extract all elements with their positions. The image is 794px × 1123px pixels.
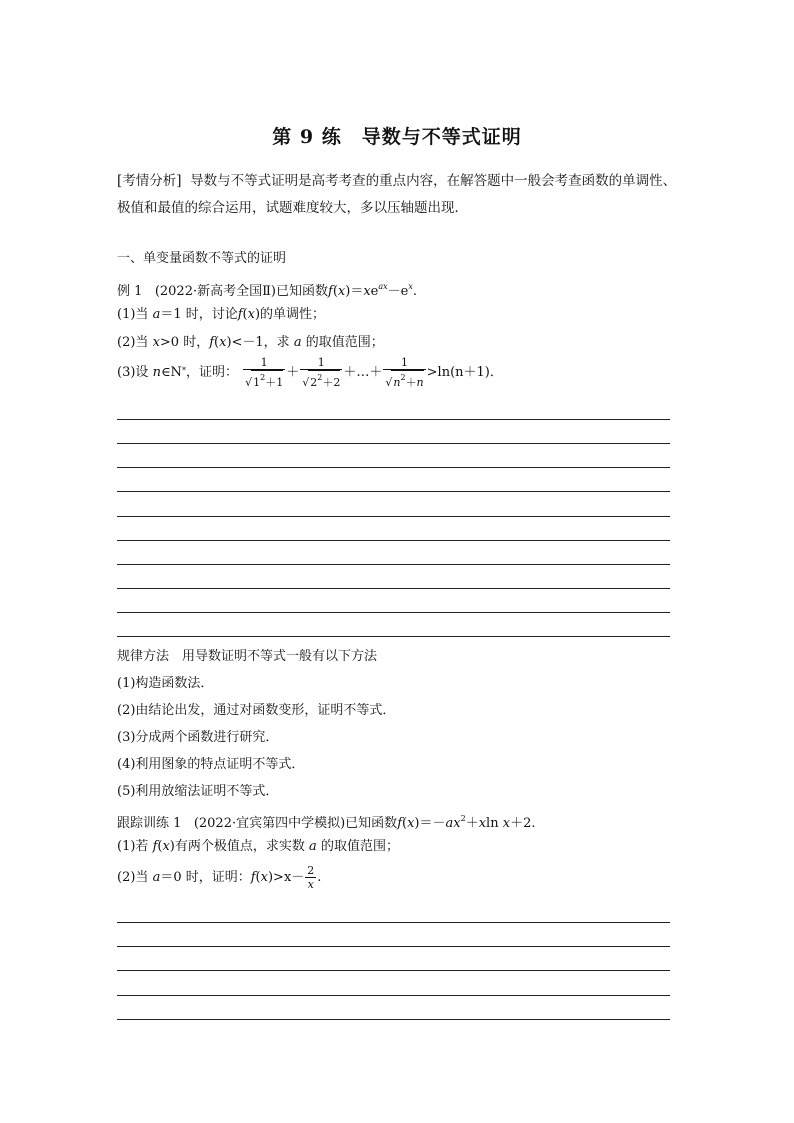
answer-line [117, 612, 670, 613]
answer-line [117, 516, 670, 517]
training-statement [117, 810, 535, 833]
section-heading: 一、单变量函数不等式的证明 [117, 251, 287, 266]
example-source: (2022·新高考全国Ⅱ)已知函数 [154, 284, 329, 299]
method-item: (4)利用图象的特点证明不等式． [117, 757, 305, 772]
page-title: 第 9 练 导数与不等式证明 [272, 126, 522, 148]
answer-line [117, 588, 670, 589]
example-1-q1: (1)当 a＝1 时，讨论f(x)的单调性； [117, 307, 326, 322]
answer-line [117, 636, 670, 637]
function-f: $f(x)=xe^{ax}-e^x$. [328, 282, 418, 299]
example-label: 例 1 [117, 284, 143, 299]
function-f-training: $f(x)=-ax^2+xln$ x＋2. [397, 814, 536, 831]
intro-text: 导数与不等式证明是高考考查的重点内容，在解答题中一般会考查函数的单调性、极值和最值的综合运用，试题难度较大，多以压轴题出现． [117, 173, 677, 216]
method-heading: 规律方法 用导数证明不等式一般有以下方法 [117, 649, 378, 664]
answer-line [117, 467, 670, 468]
method-item: (3)分成两个函数进行研究． [117, 730, 279, 745]
fraction-term-2: $\frac{1}{√2^2+2}$ [302, 356, 341, 389]
intro-paragraph [117, 168, 677, 222]
answer-line [117, 1019, 670, 1020]
training-source: (2022·宜宾第四中学模拟)已知函数 [193, 816, 398, 831]
training-q2: (2)当 a＝0 时，证明：f(x)>x－ $\frac{2}{x}$ . [117, 864, 322, 891]
answer-line [117, 419, 670, 420]
example-1-q2: (2)当 x>0 时，f(x)<－1，求 a 的取值范围； [117, 335, 384, 350]
answer-line [117, 946, 670, 947]
answer-line [117, 540, 670, 541]
method-item: (5)利用放缩法证明不等式． [117, 784, 279, 799]
answer-line [117, 491, 670, 492]
example-1-statement [117, 278, 417, 301]
fraction-term-n: $\frac{1}{√n^2+n}$ [385, 356, 424, 389]
method-item: (2)由结论出发，通过对函数变形，证明不等式． [117, 703, 396, 718]
fraction-term-1: $\frac{1}{√1^2+1}$ [245, 356, 284, 389]
answer-line [117, 443, 670, 444]
training-label: 跟踪训练 1 [117, 816, 182, 831]
answer-line [117, 970, 670, 971]
intro-tag: [考情分析] [117, 173, 182, 189]
answer-line [117, 922, 670, 923]
method-item: (1)构造函数法． [117, 676, 214, 691]
training-q1: (1)若 f(x)有两个极值点，求实数 a 的取值范围； [117, 839, 399, 854]
answer-line [117, 564, 670, 565]
fraction-2-over-x: $\frac{2}{x}$ [307, 864, 315, 891]
answer-line [117, 995, 670, 996]
example-1-q3: (3)设 n∈N*，证明： $\frac{1}{√1^2+1}$ ＋ $\frac{1}{√2^2+2}$ ＋…＋ $\frac{1}{√n^2+n}$ >ln(n＋1)． [117, 356, 503, 389]
